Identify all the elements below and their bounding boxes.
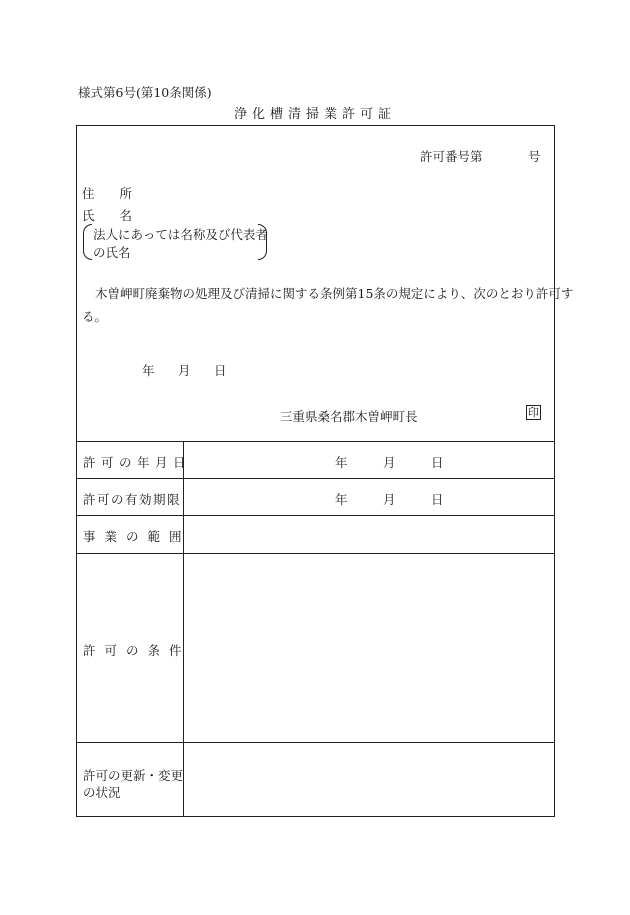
permit-date-year: 年 [335,455,348,470]
validity-month: 月 [383,492,396,507]
validity-day: 日 [431,492,444,507]
certificate-frame [76,125,574,817]
row-label-permit-date: 許可の年月日 [83,455,192,470]
left-bracket [83,224,92,260]
issue-date-month: 月 [178,363,191,378]
issuer-name: 三重県桑名郡木曽岬町長 [280,409,418,424]
name-label: 氏 名 [82,208,133,223]
corporation-note-line1: 法人にあっては名称及び代表者 [93,227,268,242]
row-label-validity-period: 許可の有効期限 [83,492,182,507]
validity-year: 年 [335,492,348,507]
table-divider [77,478,554,479]
row-label-renewal-status-line2: の状況 [83,785,121,800]
table-divider [77,441,554,442]
row-label-renewal-status-line1: 許可の更新・変更 [83,768,184,783]
permit-date-month: 月 [383,455,396,470]
table-divider [77,515,554,516]
body-text-line2: る。 [82,309,108,324]
body-text-line1: 木曽岬町廃棄物の処理及び清掃に関する条例第15条の規定により、次のとおり許可す [95,286,574,301]
corporation-note-line2: の氏名 [93,245,131,260]
issue-date-year: 年 [142,363,155,378]
document-title: 浄化槽清掃業許可証 [233,107,396,122]
seal-mark: 印 [528,406,539,419]
form-number-label: 様式第6号(第10条関係) [78,85,212,100]
row-label-business-scope: 事業の範囲 [83,529,191,544]
address-label: 住 所 [82,186,133,201]
permit-number-prefix: 許可番号第 [420,149,483,164]
table-column-divider [183,441,184,816]
table-divider [77,553,554,554]
right-bracket [258,224,267,260]
row-label-permit-conditions: 許可の条件 [83,643,191,658]
issue-date-day: 日 [214,363,227,378]
permit-date-day: 日 [431,455,444,470]
table-divider [77,742,554,743]
permit-number-suffix: 号 [528,149,541,164]
